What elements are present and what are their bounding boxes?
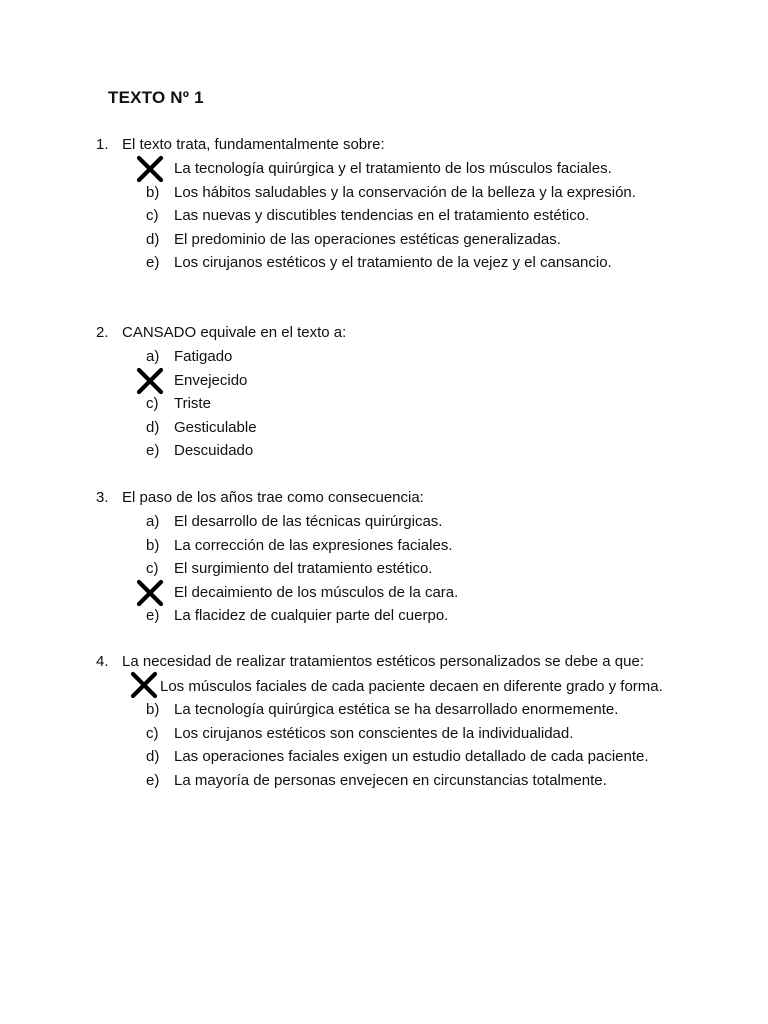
option-letter: d): [146, 230, 160, 248]
option-text: El predominio de las operaciones estéticas generalizadas.: [174, 230, 561, 248]
question-1-options: [146, 157, 636, 275]
option-letter: e): [146, 254, 160, 272]
option-letter: d): [146, 748, 160, 766]
option-1b: [146, 181, 636, 205]
option-text: El desarrollo de las técnicas quirúrgicas.: [174, 513, 443, 530]
option-text: Triste: [174, 395, 211, 413]
option-text: El decaimiento de los músculos de la cara.: [174, 583, 459, 601]
option-text: Las operaciones faciales exigen un estudio detallado de cada paciente.: [174, 748, 649, 766]
option-1a: [146, 157, 636, 181]
question-2: [96, 321, 346, 345]
option-4e: [146, 769, 690, 793]
option-4c: [146, 722, 690, 746]
option-4a: [146, 675, 690, 698]
question-number: 3.: [96, 489, 109, 506]
document-title: TEXTO Nº 1: [108, 88, 204, 107]
option-letter: d): [146, 418, 160, 436]
question-number: 2.: [96, 324, 109, 341]
option-letter: e): [146, 442, 160, 460]
option-text: Los hábitos saludables y la conservación de la belleza y la expresión.: [174, 183, 636, 201]
option-2b: [146, 369, 257, 393]
option-text: Gesticulable: [174, 418, 257, 436]
option-1c: [146, 204, 636, 228]
option-2a: [146, 345, 257, 369]
option-letter: c): [146, 560, 159, 578]
option-text: Los cirujanos estéticos son conscientes de la individualidad.: [174, 724, 574, 742]
question-3: [96, 486, 424, 510]
question-4-options: [146, 675, 690, 792]
option-text: La flacidez de cualquier parte del cuerpo.: [174, 607, 449, 625]
option-text: La tecnología quirúrgica estética se ha desarrollado enormemente.: [174, 701, 619, 718]
question-text: El texto trata, fundamentalmente sobre:: [122, 136, 385, 153]
x-mark-icon: [136, 579, 164, 607]
option-text: La mayoría de personas envejecen en circunstancias totalmente.: [174, 771, 607, 789]
x-mark-icon: [130, 671, 158, 699]
question-number: 1.: [96, 136, 109, 153]
question-3-options: [146, 510, 458, 628]
option-text: Los cirujanos estéticos y el tratamiento de la vejez y el cansancio.: [174, 254, 612, 272]
option-letter: b): [146, 701, 160, 718]
option-text: La tecnología quirúrgica y el tratamiento de los músculos faciales.: [174, 160, 612, 177]
option-3b: [146, 534, 458, 558]
option-text: La corrección de las expresiones faciales.: [174, 536, 453, 554]
question-number: 4.: [96, 653, 109, 670]
option-letter: a): [146, 348, 160, 365]
option-2d: [146, 416, 257, 440]
option-4b: [146, 698, 690, 722]
option-3d: [146, 581, 458, 605]
question-text: El paso de los años trae como consecuencia:: [122, 489, 424, 506]
option-text: Descuidado: [174, 442, 254, 460]
option-letter: e): [146, 607, 160, 625]
option-letter: e): [146, 771, 160, 789]
x-mark-icon: [136, 367, 164, 395]
option-1e: [146, 251, 636, 275]
question-text: La necesidad de realizar tratamientos estéticos personalizados se debe a que:: [122, 653, 644, 670]
option-2e: [146, 439, 257, 463]
option-text: Fatigado: [174, 348, 233, 365]
question-2-options: [146, 345, 257, 463]
question-4: [96, 650, 644, 674]
option-4d: [146, 745, 690, 769]
option-text: El surgimiento del tratamiento estético.: [174, 560, 433, 578]
option-1d: [146, 228, 636, 252]
option-text: Los músculos faciales de cada paciente decaen en diferente grado y forma.: [160, 678, 663, 695]
option-letter: a): [146, 513, 160, 530]
question-1: [96, 133, 385, 157]
option-letter: c): [146, 395, 159, 413]
option-3c: [146, 557, 458, 581]
option-2c: [146, 392, 257, 416]
option-letter: b): [146, 183, 160, 201]
option-text: Envejecido: [174, 371, 248, 389]
option-letter: c): [146, 207, 159, 225]
option-text: Las nuevas y discutibles tendencias en el tratamiento estético.: [174, 207, 590, 225]
question-text: CANSADO equivale en el texto a:: [122, 324, 347, 341]
option-letter: b): [146, 536, 160, 554]
option-letter: c): [146, 724, 159, 742]
x-mark-icon: [136, 155, 164, 183]
option-3a: [146, 510, 458, 534]
option-3e: [146, 604, 458, 628]
